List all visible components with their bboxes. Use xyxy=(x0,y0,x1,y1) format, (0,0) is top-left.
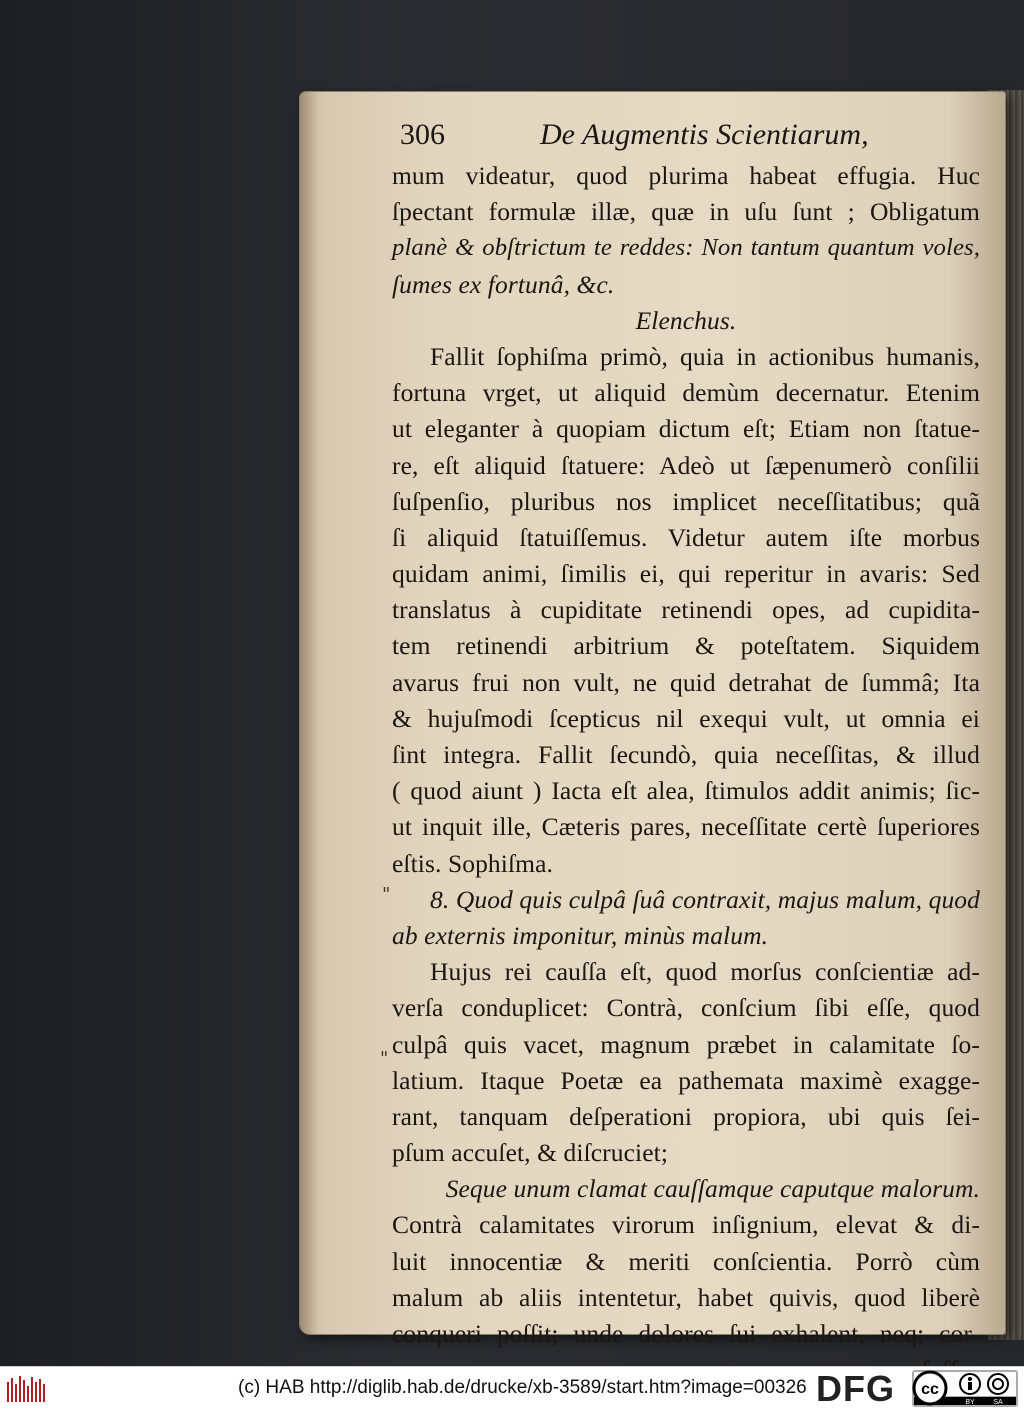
text-line: rant, tanquam deſperationi propiora, ubi quis ſei- xyxy=(392,1101,980,1131)
text-line: ab externis imponitur, minùs malum. xyxy=(392,920,769,950)
text-line: translatus à cupiditate retinendi opes, ad cupidita- xyxy=(392,595,980,625)
cc-by-sa-icon[interactable] xyxy=(912,1370,1018,1407)
text-line: 8. Quod quis culpâ ſuâ contraxit, majus malum, quod xyxy=(430,884,980,914)
text-line: Elenchus. xyxy=(635,305,737,335)
text-line: ( quod aiunt ) Iacta eſt alea, ſtimulos addit animis; ſic- xyxy=(392,776,980,806)
marginal-mark: " xyxy=(382,884,391,905)
viewer-footer xyxy=(0,1366,1024,1410)
text-line: verſa conduplicet: Contrà, conſcium ſibi eſſe, quod xyxy=(392,993,980,1023)
text-line: ſi aliquid ſtatuiſſemus. Videtur autem iſte morbus xyxy=(392,522,980,552)
text-line: malum ab aliis intentetur, habet quivis, quod liberè xyxy=(392,1282,980,1312)
text-line: luit innocentiæ & meriti conſcientia. Porrò cùm xyxy=(392,1246,980,1276)
text-line: re, eſt aliquid ſtatuere: Adeò ut ſæpenumerò conſilii xyxy=(392,450,980,480)
text-line: conqueri poſſit; unde dolores ſui exhalent, neq; cor- xyxy=(392,1319,980,1348)
text-line: culpâ quis vacet, magnum præbet in calamitate ſo- xyxy=(392,1029,980,1059)
svg-text:cc: cc xyxy=(921,1381,939,1398)
text-line: latium. Itaque Poetæ ea pathemata maximè exagge- xyxy=(392,1065,980,1095)
marginal-mark: " xyxy=(380,1048,389,1069)
text-line: ſint integra. Fallit ſecundò, quia neceſſitas, & illud xyxy=(392,740,980,769)
text-line: mum videatur, quod plurima habeat effugia. Huc xyxy=(392,161,980,190)
spine-shadow xyxy=(300,92,318,1334)
text-line: ſpectant formulæ illæ, quæ in uſu ſunt ; Obligatum xyxy=(392,197,980,227)
text-line: eſtis. Sophiſma. xyxy=(392,848,553,878)
text-lines xyxy=(392,158,980,1388)
text-line: Contrà calamitates virorum inſignium, elevat & di- xyxy=(392,1210,980,1240)
text-line: & hujuſmodi ſcepticus nil exequi vult, ut omnia ei xyxy=(392,703,980,733)
hab-logo-icon xyxy=(6,1374,46,1404)
text-line: avarus frui non vult, ne quid detrahat de ſummâ; Ita xyxy=(392,667,980,697)
copyright-link[interactable]: (c) HAB http://diglib.hab.de/drucke/xb-3589/start.htm?image=00326 xyxy=(238,1377,807,1398)
page-number: 306 xyxy=(400,118,445,151)
running-title: De Augmentis Scientiarum, xyxy=(540,118,869,151)
text-line: fortuna vrget, ut aliquid demùm decernatur. Etenim xyxy=(392,378,980,408)
text-line: ſuſpenſio, pluribus nos implicet neceſſitatibus; quã xyxy=(392,486,980,516)
text-line: planè & obſtrictum te reddes: Non tantum quantum voles, xyxy=(392,234,980,262)
dfg-logo: DFG xyxy=(816,1368,895,1409)
text-line: quidam animi, ſimilis ei, qui reperitur in avaris: Sed xyxy=(392,559,980,589)
text-line: Fallit ſophiſma primò, quia in actionibus humanis, xyxy=(430,341,980,371)
svg-text:BY: BY xyxy=(965,1399,975,1406)
text-line: ut eleganter à quopiam dictum eſt; Etiam non ſtatue- xyxy=(392,414,980,444)
text-line: pſum accuſet, & diſcruciet; xyxy=(392,1138,669,1168)
text-line: Seque unum clamat cauſſamque caputque malorum. xyxy=(445,1174,980,1204)
page-header xyxy=(392,118,980,158)
text-line: ut inquit ille, Cæteris pares, neceſſitate certè ſuperiores xyxy=(392,812,980,842)
svg-text:SA: SA xyxy=(993,1399,1003,1406)
text-line: ſumes ex fortunâ, &c. xyxy=(392,269,615,299)
text-line: tem retinendi arbitrium & poteſtatem. Siquidem xyxy=(392,631,980,661)
page-text-block xyxy=(392,118,980,1388)
text-line: Hujus rei cauſſa eſt, quod morſus conſcientiæ ad- xyxy=(430,957,980,987)
